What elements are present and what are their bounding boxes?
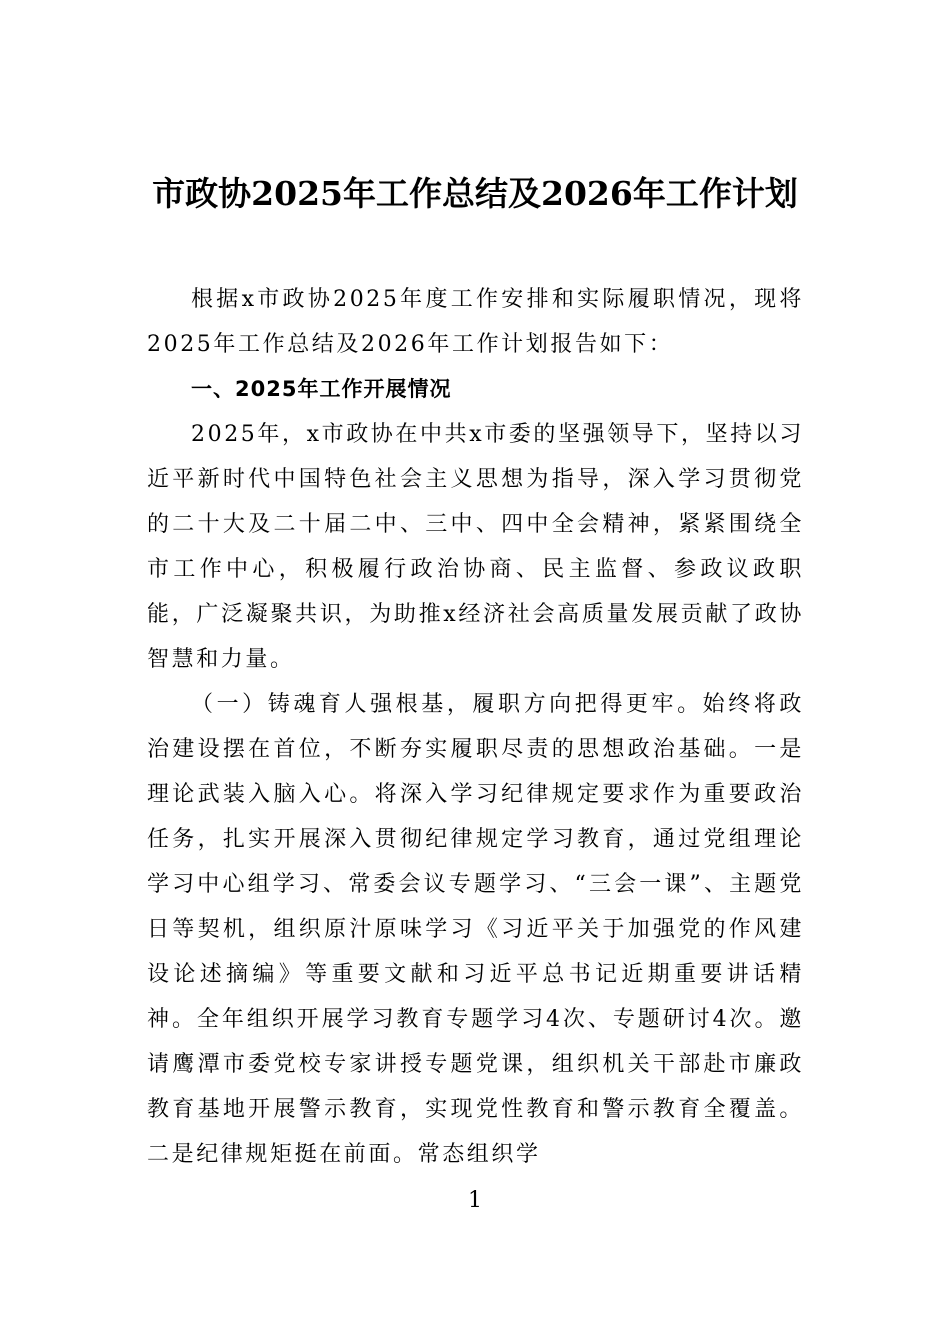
body-paragraph: 2025年，x市政协在中共x市委的坚强领导下，坚持以习近平新时代中国特色社会主义思想为指导，深入学习贯彻党的二十大及二十届二中、三中、四中全会精神，紧紧围绕全市工作中心，积极履行政治协商、民主监督、参政议政职能，广泛凝聚共识，为助推x经济社会高质量发展贡献了政协智慧和力量。: [147, 422, 805, 672]
document-title: 市政协2025年工作总结及2026年工作计划: [152, 174, 798, 213]
page-number: 1: [468, 1188, 482, 1213]
intro-paragraph: 根据x市政协2025年度工作安排和实际履职情况，现将2025年工作总结及2026年工作计划报告如下：: [147, 287, 804, 357]
body-paragraph: （一）铸魂育人强根基，履职方向把得更牢。始终将政治建设摆在首位，不断夯实履职尽责的思想政治基础。一是理论武装入脑入心。将深入学习纪律规定要求作为重要政治任务，扎实开展深入贯彻纪律规定学习教育，通过党组理论学习中心组学习、常委会议专题学习、“三会一课”、主题党日等契机，组织原汁原味学习《习近平关于加强党的作风建设论述摘编》等重要文献和习近平总书记近期重要讲话精神。全年组织开展学习教育专题学习4次、专题研讨4次。邀请鹰潭市委党校专家讲授专题党课，组织机关干部赴市廉政教育基地开展警示教育，实现党性教育和警示教育全覆盖。二是纪律规矩挺在前面。常态组织学: [147, 692, 804, 1167]
document-body: [147, 277, 804, 1177]
section-heading: 一、2025年工作开展情况: [191, 377, 452, 401]
